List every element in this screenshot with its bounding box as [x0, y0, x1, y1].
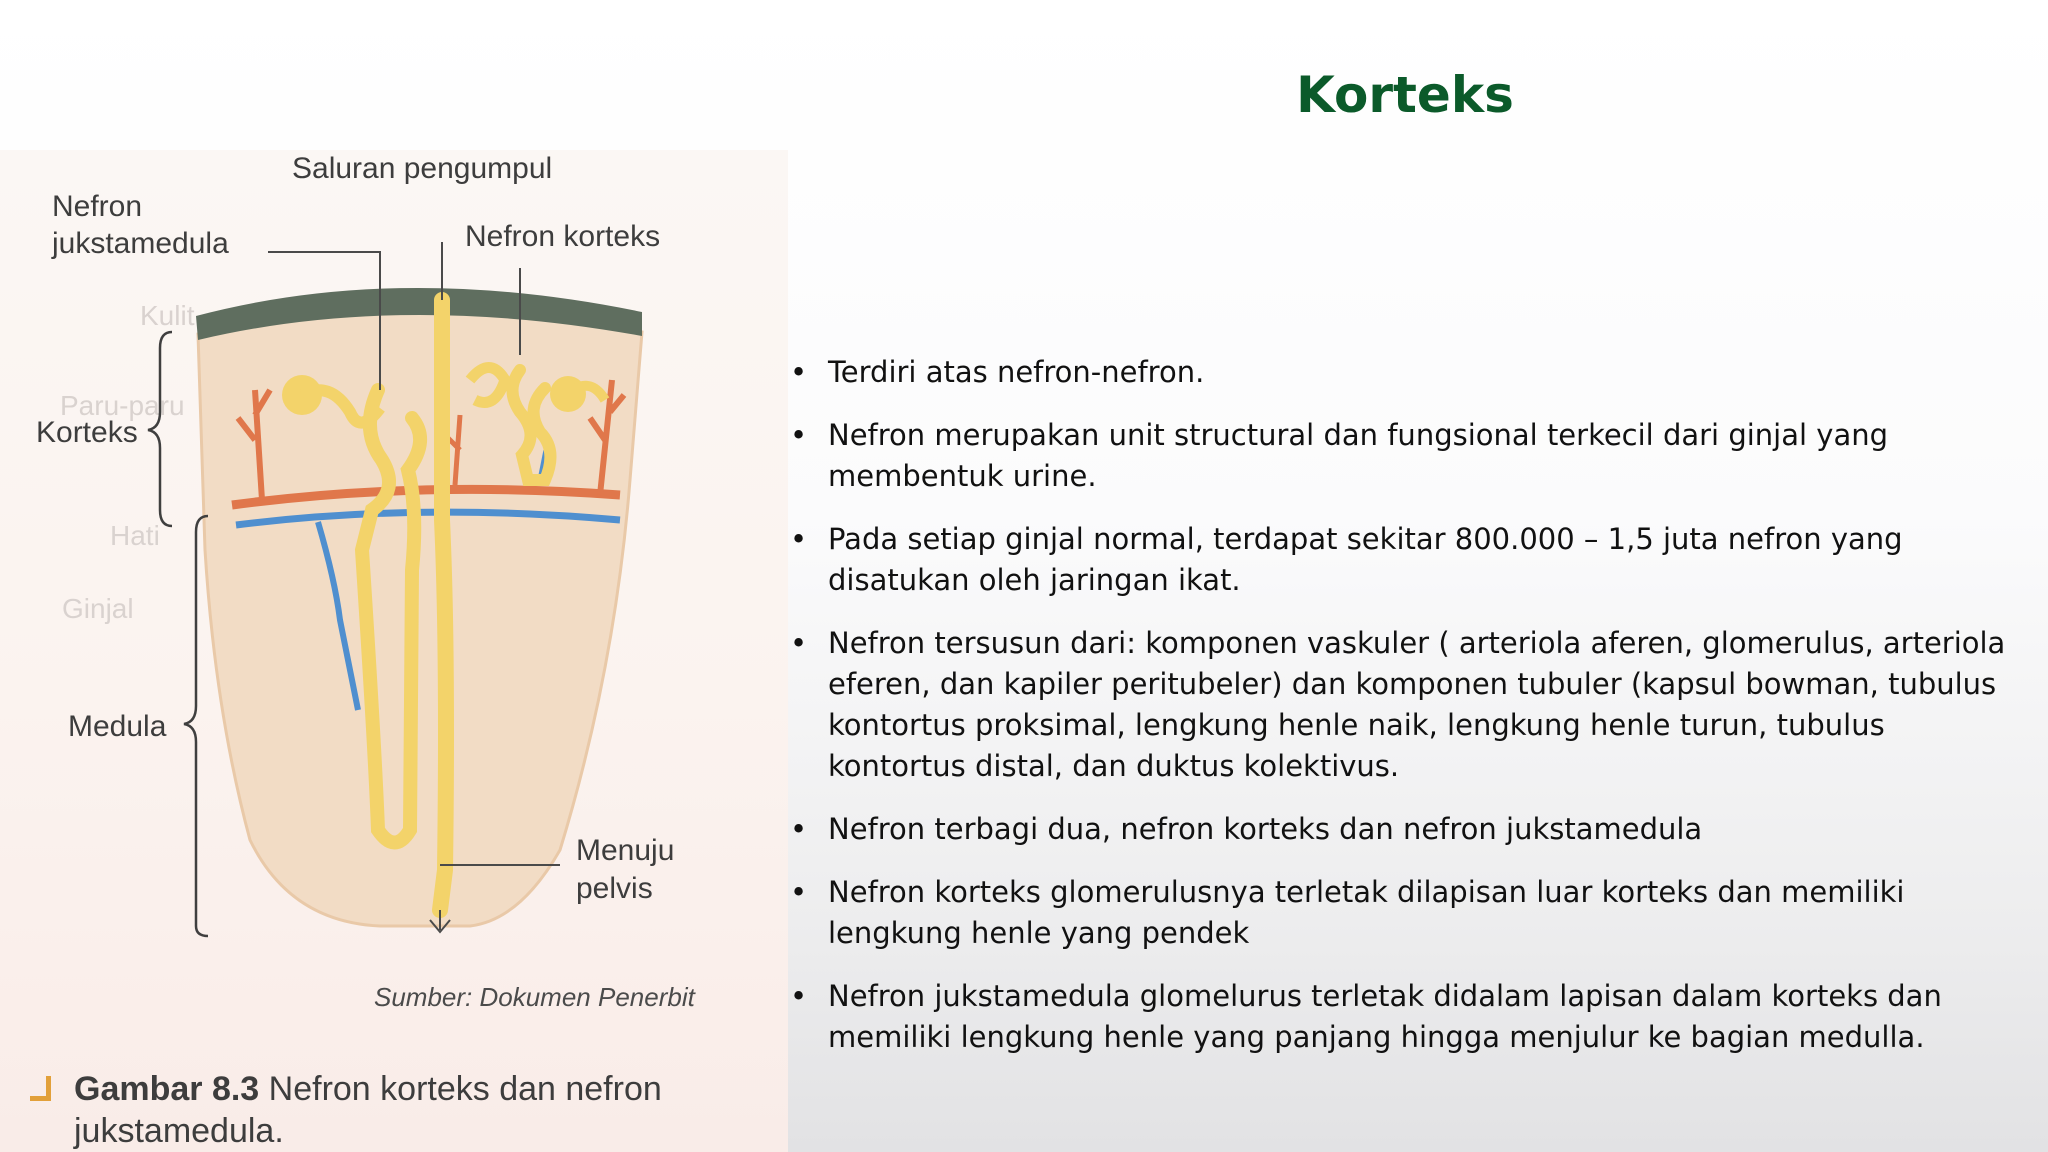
bullet-item: • Nefron terbagi dua, nefron korteks dan nefron jukstamedula: [790, 809, 2030, 850]
figure-source: Sumber: Dokumen Penerbit: [374, 982, 695, 1012]
bullet-item: • Nefron jukstamedula glomelurus terletak didalam lapisan dalam korteks dan memiliki lengkung henle yang panjang hingga menjulur ke bagian medulla.: [790, 976, 2030, 1058]
label-nefron-korteks: Nefron korteks: [465, 220, 661, 253]
bullet-item: • Terdiri atas nefron-nefron.: [790, 352, 2030, 393]
label-menuju: Menuju: [576, 834, 675, 867]
label-nefron-juksta-2: jukstamedula: [52, 227, 229, 260]
caption-line-2: jukstamedula.: [74, 1112, 284, 1150]
bullet-list: [790, 352, 2030, 1080]
caption-line-1: Nefron korteks dan nefron: [259, 1070, 662, 1108]
medula-brace: [184, 516, 208, 936]
bullet-item: • Pada setiap ginjal normal, terdapat sekitar 800.000 – 1,5 juta nefron yang disatukan oleh jaringan ikat.: [790, 519, 2030, 601]
nephron-figure: Kulit Paru-paru Hati Ginjal Saluran pengumpul Nefron jukstamedula Nefron korteks Korteks Medula Menuju pelvis Sumber: Dokumen Penerbit Gambar 8.3 Nefron korteks dan nefron jukstamedula.: [0, 150, 788, 1152]
label-medula: Medula: [68, 710, 167, 743]
bullet-item: • Nefron tersusun dari: komponen vaskuler ( arteriola aferen, glomerulus, arteriola eferen, dan kapiler peritubeler) dan komponen tubuler (kapsul bowman, tubulus kontortus proksimal, lengkung henle naik, lengkung henle turun, tubulus kontortus distal, dan duktus kolektivus.: [790, 623, 2030, 787]
caption-marker: [30, 1076, 51, 1101]
caption-prefix: Gambar 8.3: [74, 1070, 260, 1108]
bullet-item: • Nefron korteks glomerulusnya terletak dilapisan luar korteks dan memiliki lengkung henle yang pendek: [790, 872, 2030, 954]
label-pelvis: pelvis: [576, 872, 653, 905]
korteks-brace: [148, 332, 172, 526]
collecting-duct: [440, 300, 446, 910]
label-saluran-pengumpul: Saluran pengumpul: [292, 152, 553, 185]
bullet-item: • Nefron merupakan unit structural dan fungsional terkecil dari ginjal yang membentuk urine.: [790, 415, 2030, 497]
label-korteks: Korteks: [36, 416, 138, 449]
label-nefron-juksta-1: Nefron: [52, 190, 143, 223]
slide-title: Korteks: [1296, 66, 1514, 124]
